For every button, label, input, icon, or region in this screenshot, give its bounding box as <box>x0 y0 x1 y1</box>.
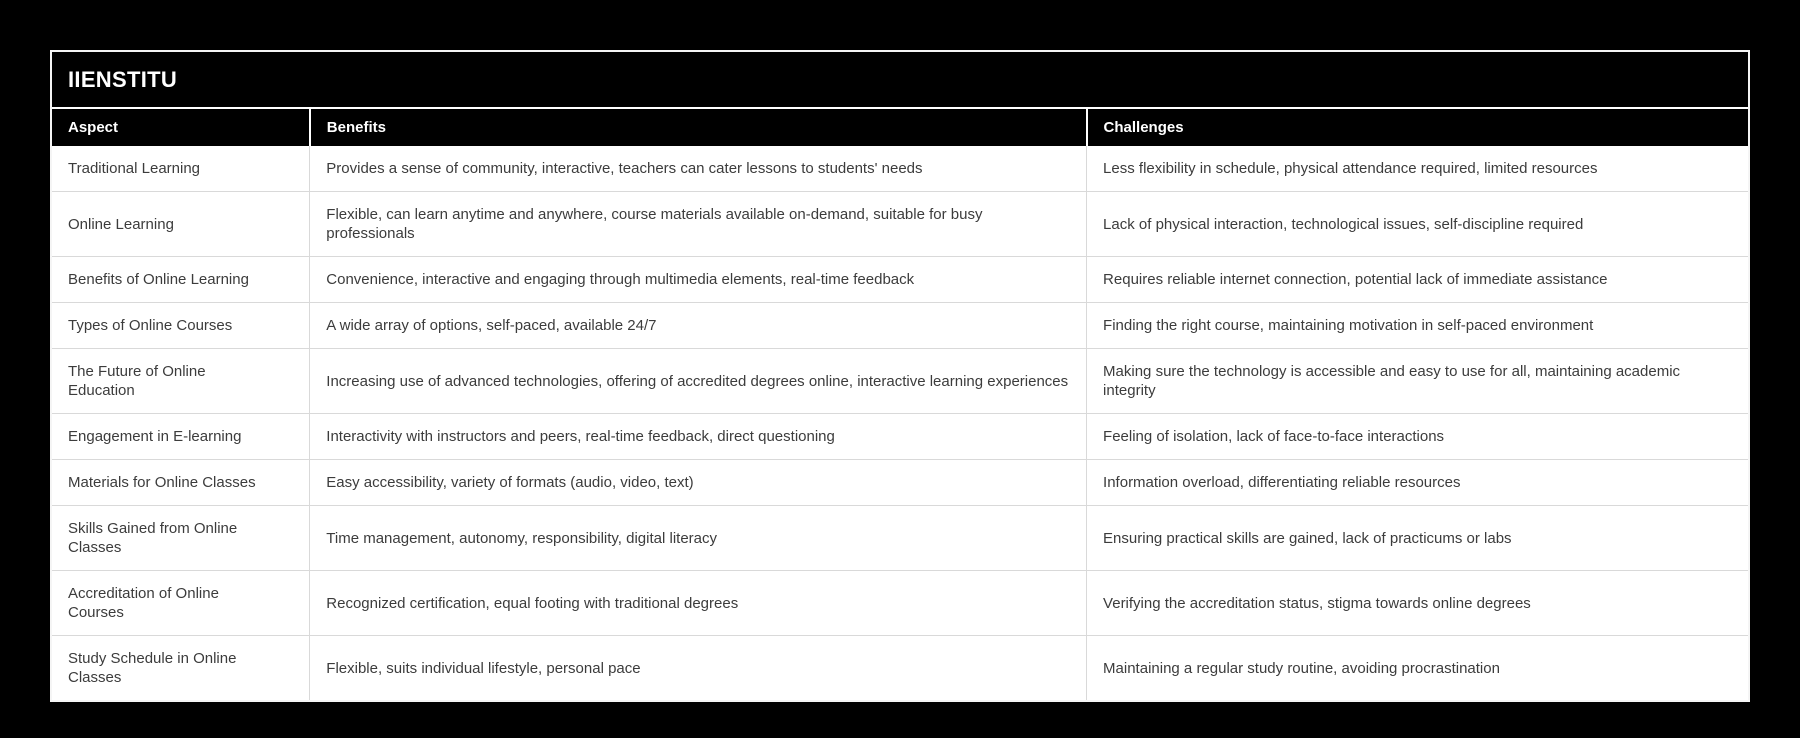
benefits-cell: Flexible, suits individual lifestyle, personal pace <box>310 636 1087 701</box>
benefits-cell: Increasing use of advanced technologies, offering of accredited degrees online, interactive learning experiences <box>310 349 1087 414</box>
benefits-cell: Convenience, interactive and engaging through multimedia elements, real-time feedback <box>310 257 1087 303</box>
benefits-cell: Flexible, can learn anytime and anywhere, course materials available on-demand, suitable for busy professionals <box>310 192 1087 257</box>
column-header-aspect: Aspect <box>52 109 310 146</box>
table-row <box>52 192 1748 257</box>
table-row <box>52 257 1748 303</box>
table-row <box>52 460 1748 506</box>
aspect-cell: Benefits of Online Learning <box>52 257 310 303</box>
challenges-cell: Ensuring practical skills are gained, lack of practicums or labs <box>1087 506 1748 571</box>
table-row <box>52 303 1748 349</box>
aspect-cell: Skills Gained from Online Classes <box>52 506 310 571</box>
challenges-cell: Verifying the accreditation status, stigma towards online degrees <box>1087 571 1748 636</box>
table-row <box>52 571 1748 636</box>
benefits-cell: Recognized certification, equal footing with traditional degrees <box>310 571 1087 636</box>
table-row <box>52 506 1748 571</box>
challenges-cell: Making sure the technology is accessible and easy to use for all, maintaining academic integrity <box>1087 349 1748 414</box>
benefits-cell: Easy accessibility, variety of formats (audio, video, text) <box>310 460 1087 506</box>
table-title: IIENSTITU <box>52 52 1748 109</box>
table-row <box>52 349 1748 414</box>
aspect-cell: Types of Online Courses <box>52 303 310 349</box>
column-header-benefits: Benefits <box>310 109 1087 146</box>
benefits-cell: Time management, autonomy, responsibility, digital literacy <box>310 506 1087 571</box>
benefits-cell: A wide array of options, self-paced, available 24/7 <box>310 303 1087 349</box>
aspect-cell: Accreditation of Online Courses <box>52 571 310 636</box>
aspect-cell: Study Schedule in Online Classes <box>52 636 310 701</box>
aspect-cell: Materials for Online Classes <box>52 460 310 506</box>
aspect-cell: Online Learning <box>52 192 310 257</box>
challenges-cell: Finding the right course, maintaining motivation in self-paced environment <box>1087 303 1748 349</box>
benefits-cell: Provides a sense of community, interactive, teachers can cater lessons to students' needs <box>310 146 1087 192</box>
table-row <box>52 146 1748 192</box>
challenges-cell: Maintaining a regular study routine, avoiding procrastination <box>1087 636 1748 701</box>
aspect-cell: Traditional Learning <box>52 146 310 192</box>
header-row <box>52 109 1748 146</box>
comparison-table <box>52 109 1748 700</box>
table-body <box>52 146 1748 700</box>
table-row <box>52 414 1748 460</box>
challenges-cell: Less flexibility in schedule, physical attendance required, limited resources <box>1087 146 1748 192</box>
benefits-cell: Interactivity with instructors and peers, real-time feedback, direct questioning <box>310 414 1087 460</box>
aspect-cell: Engagement in E-learning <box>52 414 310 460</box>
aspect-cell: The Future of Online Education <box>52 349 310 414</box>
challenges-cell: Requires reliable internet connection, potential lack of immediate assistance <box>1087 257 1748 303</box>
table-row <box>52 636 1748 701</box>
column-header-challenges: Challenges <box>1087 109 1748 146</box>
challenges-cell: Information overload, differentiating reliable resources <box>1087 460 1748 506</box>
comparison-table-card <box>50 50 1750 702</box>
challenges-cell: Feeling of isolation, lack of face-to-face interactions <box>1087 414 1748 460</box>
challenges-cell: Lack of physical interaction, technological issues, self-discipline required <box>1087 192 1748 257</box>
